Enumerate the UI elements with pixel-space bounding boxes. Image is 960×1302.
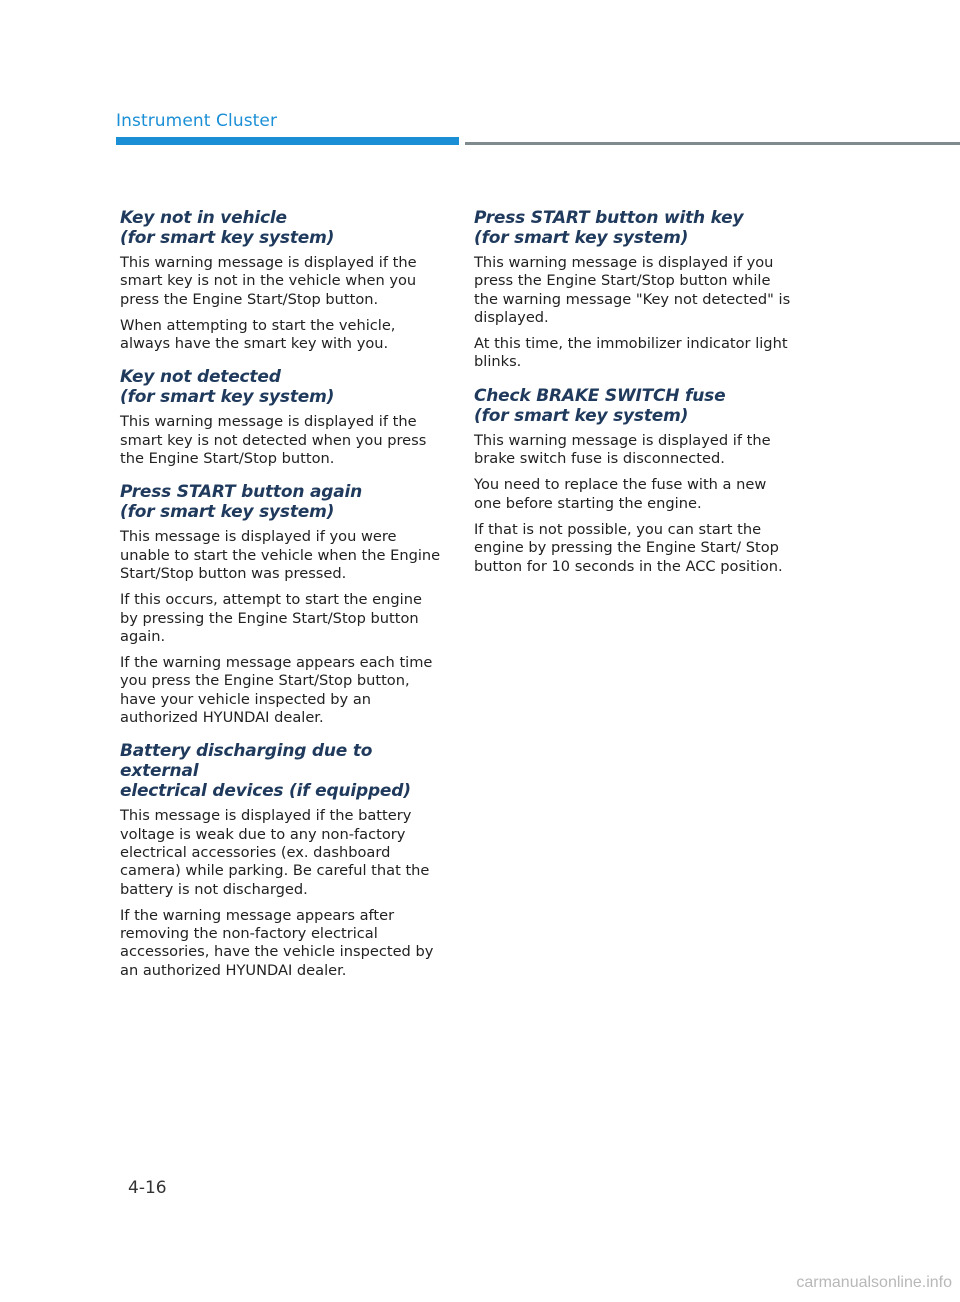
paragraph: If this occurs, attempt to start the engine by pressing the Engine Start/Stop button again. [120, 591, 422, 645]
section-key-not-in-vehicle [120, 208, 442, 353]
header-rule-blue [116, 137, 459, 145]
header-rule-grey [465, 142, 960, 145]
section-heading: Key not detected (for smart key system) [120, 367, 335, 408]
paragraph: This message is displayed if the battery voltage is weak due to any non-factory electrical accessories (ex. dashboard camera) while parking. Be careful that the battery is not discharged. [120, 807, 430, 898]
paragraph: This warning message is displayed if the brake switch fuse is disconnected. [474, 431, 771, 468]
section-key-not-detected [120, 367, 442, 468]
paragraph: This warning message is displayed if the smart key is not in the vehicle when you press the Engine Start/Stop button. [120, 254, 417, 308]
paragraph: This message is displayed if you were unable to start the vehicle when the Engine Start/Stop button was pressed. [120, 528, 441, 582]
paragraph: At this time, the immobilizer indicator light blinks. [474, 335, 788, 371]
paragraph: When attempting to start the vehicle, always have the smart key with you. [120, 316, 396, 353]
section-heading: Battery discharging due to external electrical devices (if equipped) [120, 741, 411, 802]
page-number: 4-16 [128, 1178, 167, 1198]
section-heading: Key not in vehicle (for smart key system) [120, 208, 335, 248]
section-heading: Check BRAKE SWITCH fuse (for smart key system) [474, 385, 726, 426]
paragraph: If the warning message appears after removing the non-factory electrical accessories, have the vehicle inspected by an authorized HYUNDAI dealer. [120, 906, 434, 979]
paragraph: If the warning message appears each time you press the Engine Start/Stop button, have your vehicle inspected by an authorized HYUNDAI dealer. [120, 654, 433, 727]
section-press-start-with-key [474, 208, 796, 372]
section-heading: Press START button again (for smart key system) [120, 482, 362, 523]
paragraph: If that is not possible, you can start the engine by pressing the Engine Start/ Stop button for 10 seconds in the ACC position. [474, 520, 783, 575]
section-header-title: Instrument Cluster [116, 111, 278, 131]
watermark: carmanualsonline.info [796, 1274, 952, 1291]
section-battery-discharging [120, 741, 442, 980]
paragraph: You need to replace the fuse with a new one before starting the engine. [474, 476, 767, 512]
right-column [474, 208, 796, 590]
section-heading: Press START button with key (for smart key system) [474, 208, 744, 248]
section-press-start-again [120, 482, 442, 727]
left-column [120, 208, 442, 994]
paragraph: This warning message is displayed if you press the Engine Start/Stop button while the warning message "Key not detected" is displayed. [474, 254, 791, 326]
section-check-brake-switch-fuse [474, 386, 796, 576]
paragraph: This warning message is displayed if the smart key is not detected when you press the Engine Start/Stop button. [120, 413, 427, 468]
